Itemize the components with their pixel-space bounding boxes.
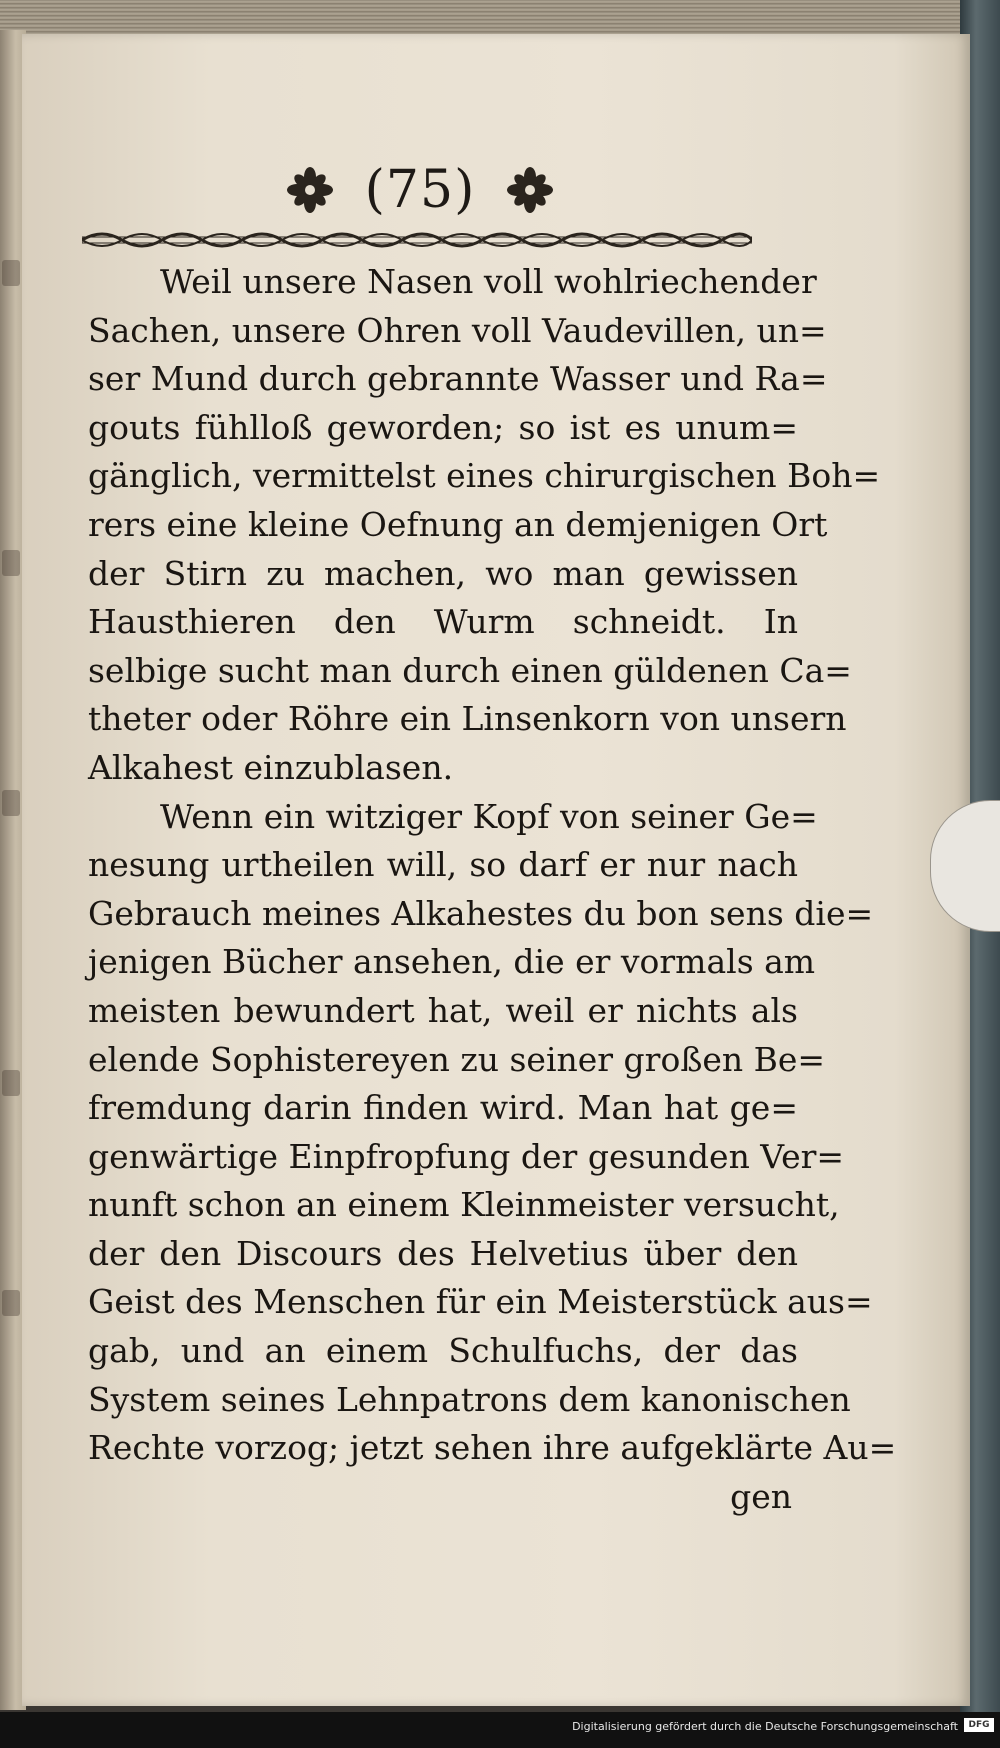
- page-stack-edge: [0, 0, 960, 34]
- digitization-credit: Digitalisierung gefördert durch die Deutsche Forschungsgemeinschaft: [572, 1720, 958, 1733]
- text-line: gänglich, vermittelst eines chirurgischen Boh=: [88, 456, 881, 496]
- dfg-logo: DFG: [964, 1718, 994, 1732]
- text-line: Weil unsere Nasen voll wohlriechender: [160, 262, 817, 301]
- ink-bleed-mark: [2, 1070, 20, 1096]
- text-line: Rechte vorzog; jetzt sehen ihre aufgeklärte Au=: [88, 1428, 897, 1468]
- text-line: Sachen, unsere Ohren voll Vaudevillen, un=: [88, 310, 827, 350]
- text-line: der den Discours des Helvetius über den: [88, 1233, 798, 1273]
- text-line: der Stirn zu machen, wo man gewissen: [88, 553, 798, 593]
- text-line: gouts fühlloß geworden; so ist es unum=: [88, 407, 798, 447]
- text-line: Geist des Menschen für ein Meisterstück aus=: [88, 1282, 873, 1322]
- text-line: elende Sophistereyen zu seiner großen Be=: [88, 1039, 826, 1079]
- page-number: (75): [364, 160, 476, 220]
- text-line: Alkahest einzublasen.: [88, 747, 454, 787]
- text-line: selbige sucht man durch einen güldenen Ca=: [88, 650, 852, 690]
- text-line: genwärtige Einpfropfung der gesunden Ver=: [88, 1136, 845, 1176]
- page-header: [270, 155, 570, 225]
- text-line: rers eine kleine Oefnung an demjenigen Ort: [88, 504, 828, 544]
- ink-bleed-mark: [2, 790, 20, 816]
- text-line: gab, und an einem Schulfuchs, der das: [88, 1331, 798, 1371]
- text-line: meisten bewundert hat, weil er nichts als: [88, 990, 798, 1030]
- ink-bleed-mark: [2, 260, 20, 286]
- catchword: gen: [730, 1476, 792, 1516]
- flower-ornament-icon: [505, 165, 555, 215]
- text-line: fremdung darin finden wird. Man hat ge=: [88, 1088, 798, 1128]
- ornamental-rule: [82, 224, 752, 256]
- text-line: Hausthieren den Wurm schneidt. In: [88, 602, 798, 642]
- ink-bleed-mark: [2, 1290, 20, 1316]
- text-line: Wenn ein witziger Kopf von seiner Ge=: [160, 796, 818, 836]
- text-line: jenigen Bücher ansehen, die er vormals am: [88, 942, 816, 982]
- text-line: theter oder Röhre ein Linsenkorn von unsern: [88, 699, 847, 739]
- text-line: System seines Lehnpatrons dem kanonischen: [88, 1379, 851, 1419]
- ink-bleed-mark: [2, 550, 20, 576]
- text-line: nunft schon an einem Kleinmeister versucht,: [88, 1185, 840, 1225]
- body-text: [88, 258, 897, 1521]
- text-line: nesung urtheilen will, so darf er nur nach: [88, 845, 798, 885]
- text-line: Gebrauch meines Alkahestes du bon sens die=: [88, 893, 874, 933]
- flower-ornament-icon: [285, 165, 335, 215]
- text-line: ser Mund durch gebrannte Wasser und Ra=: [88, 359, 828, 399]
